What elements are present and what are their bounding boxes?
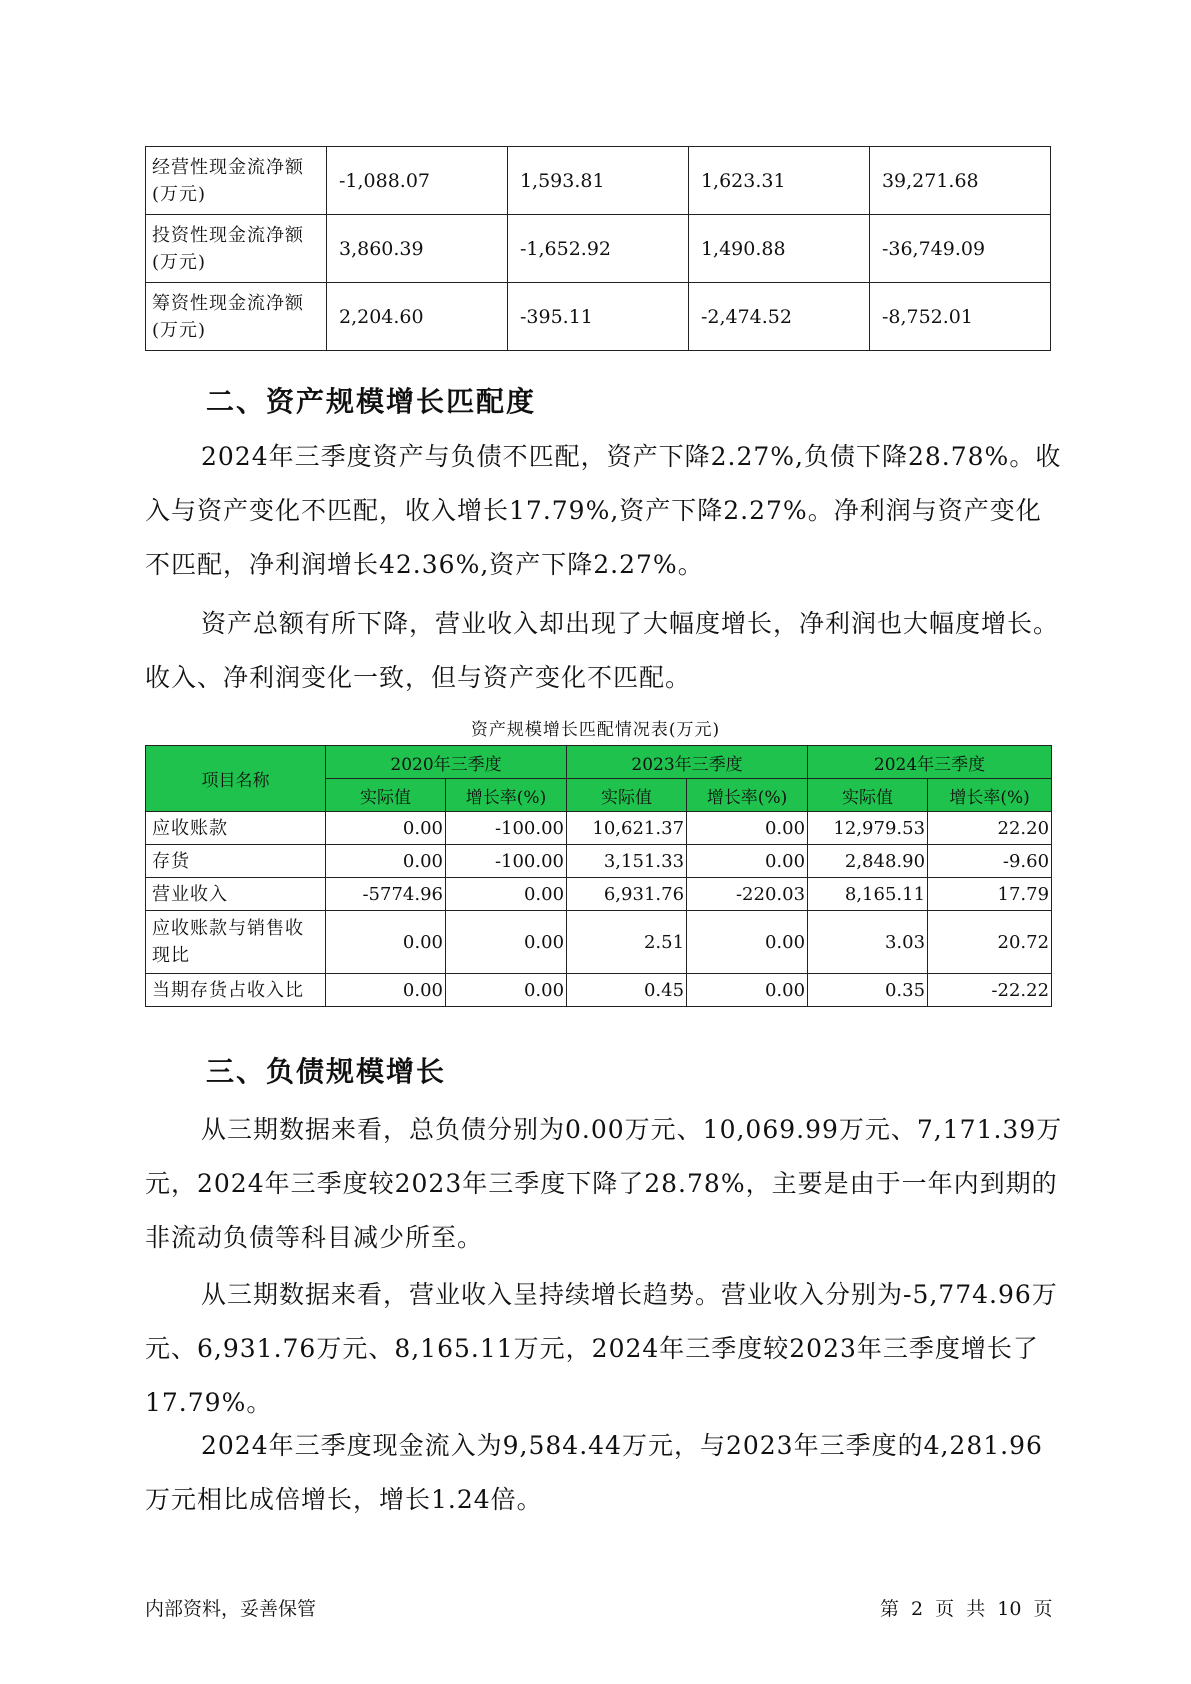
cell-value: -8,752.01 <box>869 283 1050 351</box>
table-row <box>146 878 1052 911</box>
table-row <box>146 845 1052 878</box>
actual-value-header: 实际值 <box>567 779 687 812</box>
growth-rate-header: 增长率(%) <box>928 779 1052 812</box>
cell-value: 1,490.88 <box>688 215 869 283</box>
cell-value: -220.03 <box>687 878 808 911</box>
cell-value: 0.00 <box>446 974 567 1007</box>
cash-flow-table <box>145 146 1051 351</box>
table-row <box>146 215 1051 283</box>
cell-value: 2,204.60 <box>326 283 507 351</box>
row-label: 应收账款与销售收现比 <box>146 911 326 974</box>
period-header: 2020年三季度 <box>326 746 567 779</box>
row-label: 投资性现金流净额(万元) <box>146 215 327 283</box>
cell-value: -100.00 <box>446 845 567 878</box>
cell-value: 3.03 <box>808 911 928 974</box>
cell-value: 6,931.76 <box>567 878 687 911</box>
cell-value: 1,593.81 <box>507 147 688 215</box>
footer-page-number: 第 2 页 共 10 页 <box>880 1598 1053 1620</box>
cell-value: 0.45 <box>567 974 687 1007</box>
cell-value: -100.00 <box>446 812 567 845</box>
cell-value: 17.79 <box>928 878 1052 911</box>
cell-value: 0.00 <box>687 812 808 845</box>
cell-value: -36,749.09 <box>869 215 1050 283</box>
cell-value: 0.00 <box>446 878 567 911</box>
row-label: 当期存货占收入比 <box>146 974 326 1007</box>
cell-value: 10,621.37 <box>567 812 687 845</box>
cell-value: 0.00 <box>326 974 446 1007</box>
cell-value: 0.00 <box>687 974 808 1007</box>
cell-value: 12,979.53 <box>808 812 928 845</box>
cell-value: -22.22 <box>928 974 1052 1007</box>
table-row <box>146 974 1052 1007</box>
row-label: 筹资性现金流净额(万元) <box>146 283 327 351</box>
table-caption: 资产规模增长匹配情况表(万元) <box>470 720 721 740</box>
cell-value: 2,848.90 <box>808 845 928 878</box>
row-label: 应收账款 <box>146 812 326 845</box>
cell-value: 0.00 <box>326 911 446 974</box>
footer-confidential-note: 内部资料，妥善保管 <box>145 1598 317 1620</box>
cell-value: 0.00 <box>326 812 446 845</box>
asset-growth-table <box>145 745 1052 1007</box>
cell-value: 0.00 <box>446 911 567 974</box>
body-paragraph: 2024年三季度现金流入为9,584.44万元，与2023年三季度的4,281.96万元相比成倍增长，增长1.24倍。 <box>145 1431 1043 1514</box>
table-row <box>146 283 1051 351</box>
period-header: 2024年三季度 <box>808 746 1052 779</box>
cell-value: -1,088.07 <box>326 147 507 215</box>
cell-value: -5774.96 <box>326 878 446 911</box>
cell-value: -2,474.52 <box>688 283 869 351</box>
cell-value: -395.11 <box>507 283 688 351</box>
actual-value-header: 实际值 <box>326 779 446 812</box>
cell-value: 2.51 <box>567 911 687 974</box>
table-row <box>146 812 1052 845</box>
cell-value: 39,271.68 <box>869 147 1050 215</box>
body-paragraph: 从三期数据来看，营业收入呈持续增长趋势。营业收入分别为-5,774.96万元、6,931.76万元、8,165.11万元，2024年三季度较2023年三季度增长了17.79%。 <box>145 1280 1058 1417</box>
body-paragraph: 2024年三季度资产与负债不匹配，资产下降2.27%,负债下降28.78%。收入与资产变化不匹配，收入增长17.79%,资产下降2.27%。净利润与资产变化不匹配，净利润增长42.36%,资产下降2.27%。 <box>145 442 1062 579</box>
item-name-header: 项目名称 <box>146 746 326 812</box>
cell-value: 1,623.31 <box>688 147 869 215</box>
cell-value: 0.35 <box>808 974 928 1007</box>
cell-value: 0.00 <box>687 845 808 878</box>
actual-value-header: 实际值 <box>808 779 928 812</box>
cell-value: 0.00 <box>687 911 808 974</box>
growth-rate-header: 增长率(%) <box>687 779 808 812</box>
section-heading: 三、负债规模增长 <box>206 1055 447 1088</box>
row-label: 营业收入 <box>146 878 326 911</box>
cell-value: 22.20 <box>928 812 1052 845</box>
growth-rate-header: 增长率(%) <box>446 779 567 812</box>
cell-value: 20.72 <box>928 911 1052 974</box>
cell-value: 8,165.11 <box>808 878 928 911</box>
cell-value: 3,151.33 <box>567 845 687 878</box>
body-paragraph: 资产总额有所下降，营业收入却出现了大幅度增长，净利润也大幅度增长。收入、净利润变化一致，但与资产变化不匹配。 <box>145 609 1060 692</box>
section-heading: 二、资产规模增长匹配度 <box>206 385 537 418</box>
period-header: 2023年三季度 <box>567 746 808 779</box>
table-row <box>146 147 1051 215</box>
row-label: 存货 <box>146 845 326 878</box>
cell-value: -1,652.92 <box>507 215 688 283</box>
cell-value: -9.60 <box>928 845 1052 878</box>
cell-value: 3,860.39 <box>326 215 507 283</box>
header-row <box>146 746 1052 779</box>
row-label: 经营性现金流净额(万元) <box>146 147 327 215</box>
table-row <box>146 911 1052 974</box>
cell-value: 0.00 <box>326 845 446 878</box>
body-paragraph: 从三期数据来看，总负债分别为0.00万元、10,069.99万元、7,171.39万元，2024年三季度较2023年三季度下降了28.78%，主要是由于一年内到期的非流动负债等科目减少所至。 <box>145 1115 1063 1252</box>
